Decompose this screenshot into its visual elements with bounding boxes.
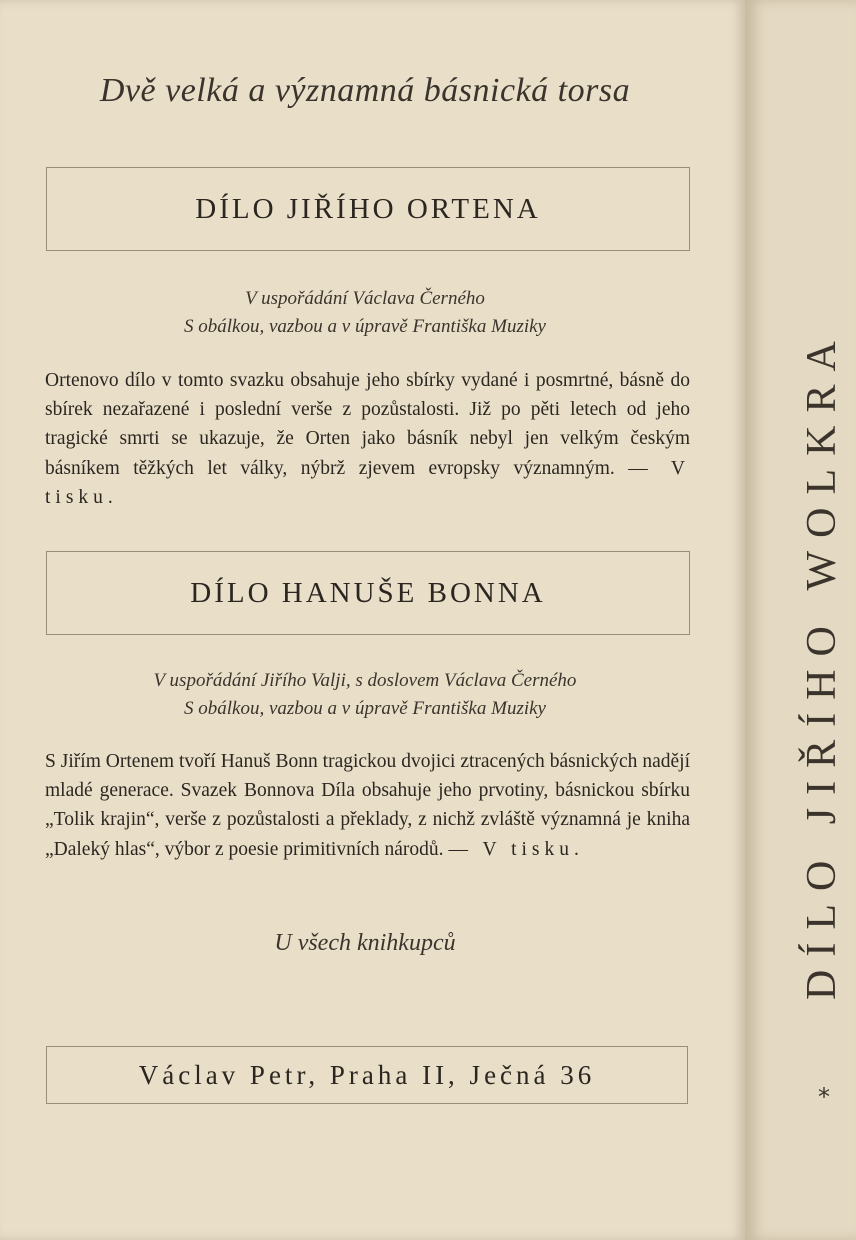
print-status: — V tisku. [448, 838, 584, 860]
print-status: — V tisku. [45, 457, 691, 508]
credit-design: S obálkou, vazbou a v úpravě Františka Muziky [184, 698, 546, 719]
book-credits-orten [40, 285, 690, 341]
description-text: S Jiřím Ortenem tvoří Hanuš Bonn tragickou dvojici ztracených básnických nadějí mladé generace. Svazek Bonnova Díla obsahuje jeho prvotiny, básnickou sbírku „Tolik krajin“, verše z pozůstalosti a překlady, z nichž zvláště významná je kniha „Daleký hlas“, výbor z poesie primitivních národů. [45, 751, 690, 860]
book-title-bonn: DÍLO HANUŠE BONNA [46, 551, 690, 635]
book-description-bonn [45, 747, 690, 864]
spine-star-mark: * [818, 1083, 830, 1111]
publisher-box: Václav Petr, Praha II, Ječná 36 [46, 1046, 688, 1104]
credit-editor: V uspořádání Václava Černého [245, 288, 485, 309]
book-description-orten [45, 366, 690, 512]
book-title-orten: DÍLO JIŘÍHO ORTENA [46, 167, 690, 251]
book-credits-bonn [40, 667, 690, 723]
availability-note: U všech knihkupců [274, 930, 456, 956]
credit-editor: V uspořádání Jiřího Valji, s doslovem Václava Černého [153, 670, 577, 691]
cover-heading: Dvě velká a významná básnická torsa [99, 72, 631, 109]
spine-title: DÍLO JIŘÍHO WOLKRA [799, 328, 845, 1000]
credit-design: S obálkou, vazbou a v úpravě Františka Muziky [184, 316, 546, 337]
description-text: Ortenovo dílo v tomto svazku obsahuje jeho sbírky vydané i posmrtné, básně do sbírek nezařazené i poslední verše z pozůstalosti. Již po pěti letech od jeho tragické smrti se ukazuje, že Orten jako básník nebyl jen velkým českým básníkem těžkých let války, nýbrž zjevem evropsky významným. [45, 370, 690, 479]
